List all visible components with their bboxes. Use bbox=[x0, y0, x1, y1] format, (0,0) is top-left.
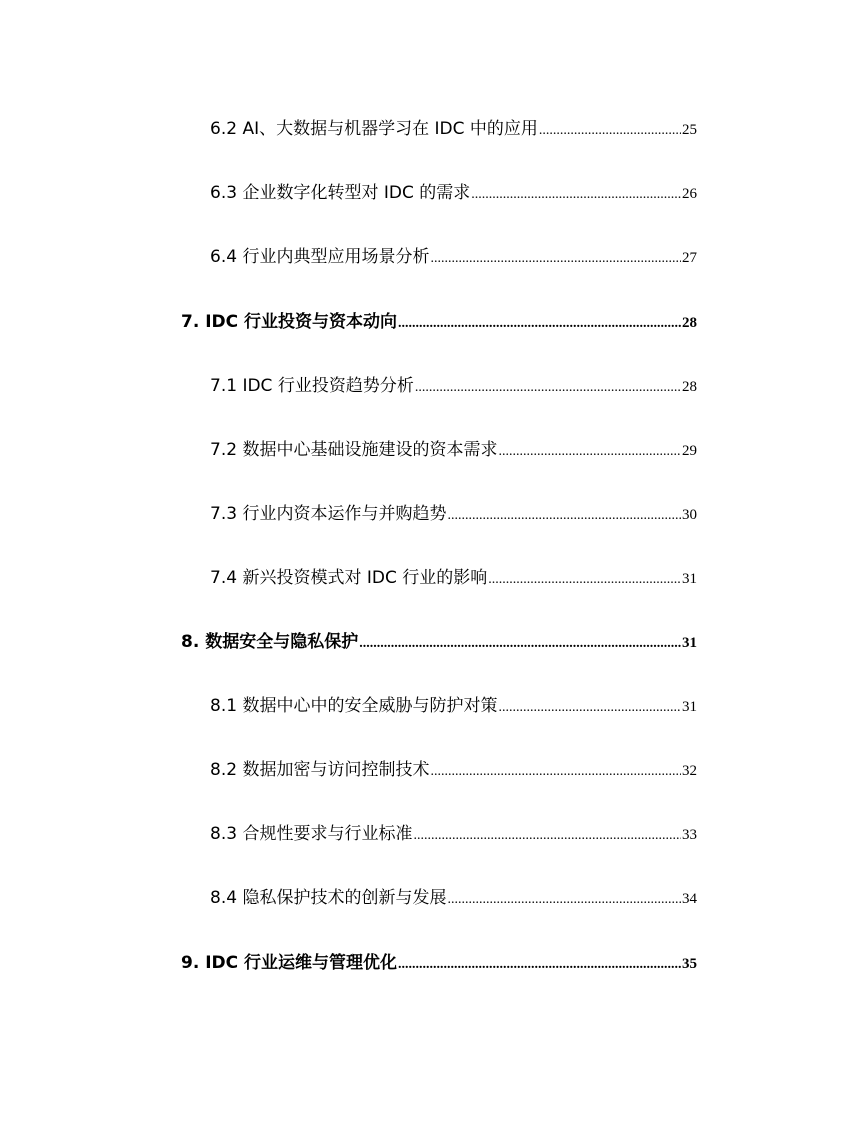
toc-dot-leader bbox=[498, 437, 681, 467]
toc-entry[interactable] bbox=[210, 114, 697, 144]
toc-entry[interactable] bbox=[210, 563, 697, 593]
toc-page-number: 28 bbox=[682, 315, 697, 331]
toc-entry-title: 6.2 AI、大数据与机器学习在 IDC 中的应用 bbox=[210, 119, 538, 139]
toc-page-number: 28 bbox=[682, 379, 697, 395]
toc-entry-title: 7.1 IDC 行业投资趋势分析 bbox=[210, 376, 414, 396]
toc-dot-leader bbox=[430, 757, 681, 787]
toc-entry[interactable] bbox=[210, 883, 697, 913]
toc-entry-title: 8.3 合规性要求与行业标准 bbox=[210, 824, 413, 844]
toc-entry[interactable] bbox=[210, 178, 697, 208]
toc-entry-title: 8. 数据安全与隐私保护 bbox=[181, 632, 359, 652]
toc-page-number: 26 bbox=[682, 186, 697, 202]
toc-dot-leader bbox=[471, 180, 681, 210]
toc-dot-leader bbox=[413, 821, 681, 851]
toc-dot-leader bbox=[447, 885, 681, 915]
toc-dot-leader bbox=[498, 693, 681, 723]
toc-entry-title: 6.4 行业内典型应用场景分析 bbox=[210, 247, 430, 267]
toc-dot-leader bbox=[398, 309, 681, 339]
toc-page-number: 33 bbox=[682, 827, 697, 843]
toc-entry[interactable] bbox=[210, 819, 697, 849]
toc-entry[interactable] bbox=[210, 242, 697, 272]
toc-dot-leader bbox=[415, 373, 681, 403]
toc-page-number: 31 bbox=[682, 635, 697, 651]
toc-entry[interactable] bbox=[210, 371, 697, 401]
toc-dot-leader bbox=[488, 565, 681, 595]
toc-dot-leader bbox=[398, 950, 681, 980]
toc-entry-title: 8.1 数据中心中的安全威胁与防护对策 bbox=[210, 696, 498, 716]
toc-entry[interactable] bbox=[210, 691, 697, 721]
toc-page-number: 29 bbox=[682, 443, 697, 459]
toc-entry[interactable] bbox=[181, 627, 697, 657]
toc-dot-leader bbox=[539, 116, 681, 146]
toc-entry-title: 7.2 数据中心基础设施建设的资本需求 bbox=[210, 440, 498, 460]
toc-entry[interactable] bbox=[181, 307, 697, 337]
toc-page-number: 30 bbox=[682, 507, 697, 523]
toc-entry[interactable] bbox=[210, 755, 697, 785]
toc-entry[interactable] bbox=[181, 948, 697, 978]
toc-page-number: 31 bbox=[682, 571, 697, 587]
toc-entry-title: 7.3 行业内资本运作与并购趋势 bbox=[210, 504, 447, 524]
toc-dot-leader bbox=[359, 629, 681, 659]
toc-entry[interactable] bbox=[210, 435, 697, 465]
toc-entry-title: 9. IDC 行业运维与管理优化 bbox=[181, 953, 398, 973]
toc-entry-title: 7. IDC 行业投资与资本动向 bbox=[181, 312, 398, 332]
toc-dot-leader bbox=[447, 501, 681, 531]
toc-entry-title: 8.2 数据加密与访问控制技术 bbox=[210, 760, 430, 780]
toc-entry-title: 8.4 隐私保护技术的创新与发展 bbox=[210, 888, 447, 908]
toc-page-number: 27 bbox=[682, 250, 697, 266]
toc-page-number: 31 bbox=[682, 699, 697, 715]
toc-page-number: 25 bbox=[682, 122, 697, 138]
toc-entry[interactable] bbox=[210, 499, 697, 529]
toc-page-number: 35 bbox=[682, 956, 697, 972]
toc-entry-title: 6.3 企业数字化转型对 IDC 的需求 bbox=[210, 183, 471, 203]
toc-dot-leader bbox=[430, 244, 681, 274]
toc-page-number: 34 bbox=[682, 891, 697, 907]
toc-page-number: 32 bbox=[682, 763, 697, 779]
toc-entry-title: 7.4 新兴投资模式对 IDC 行业的影响 bbox=[210, 568, 488, 588]
